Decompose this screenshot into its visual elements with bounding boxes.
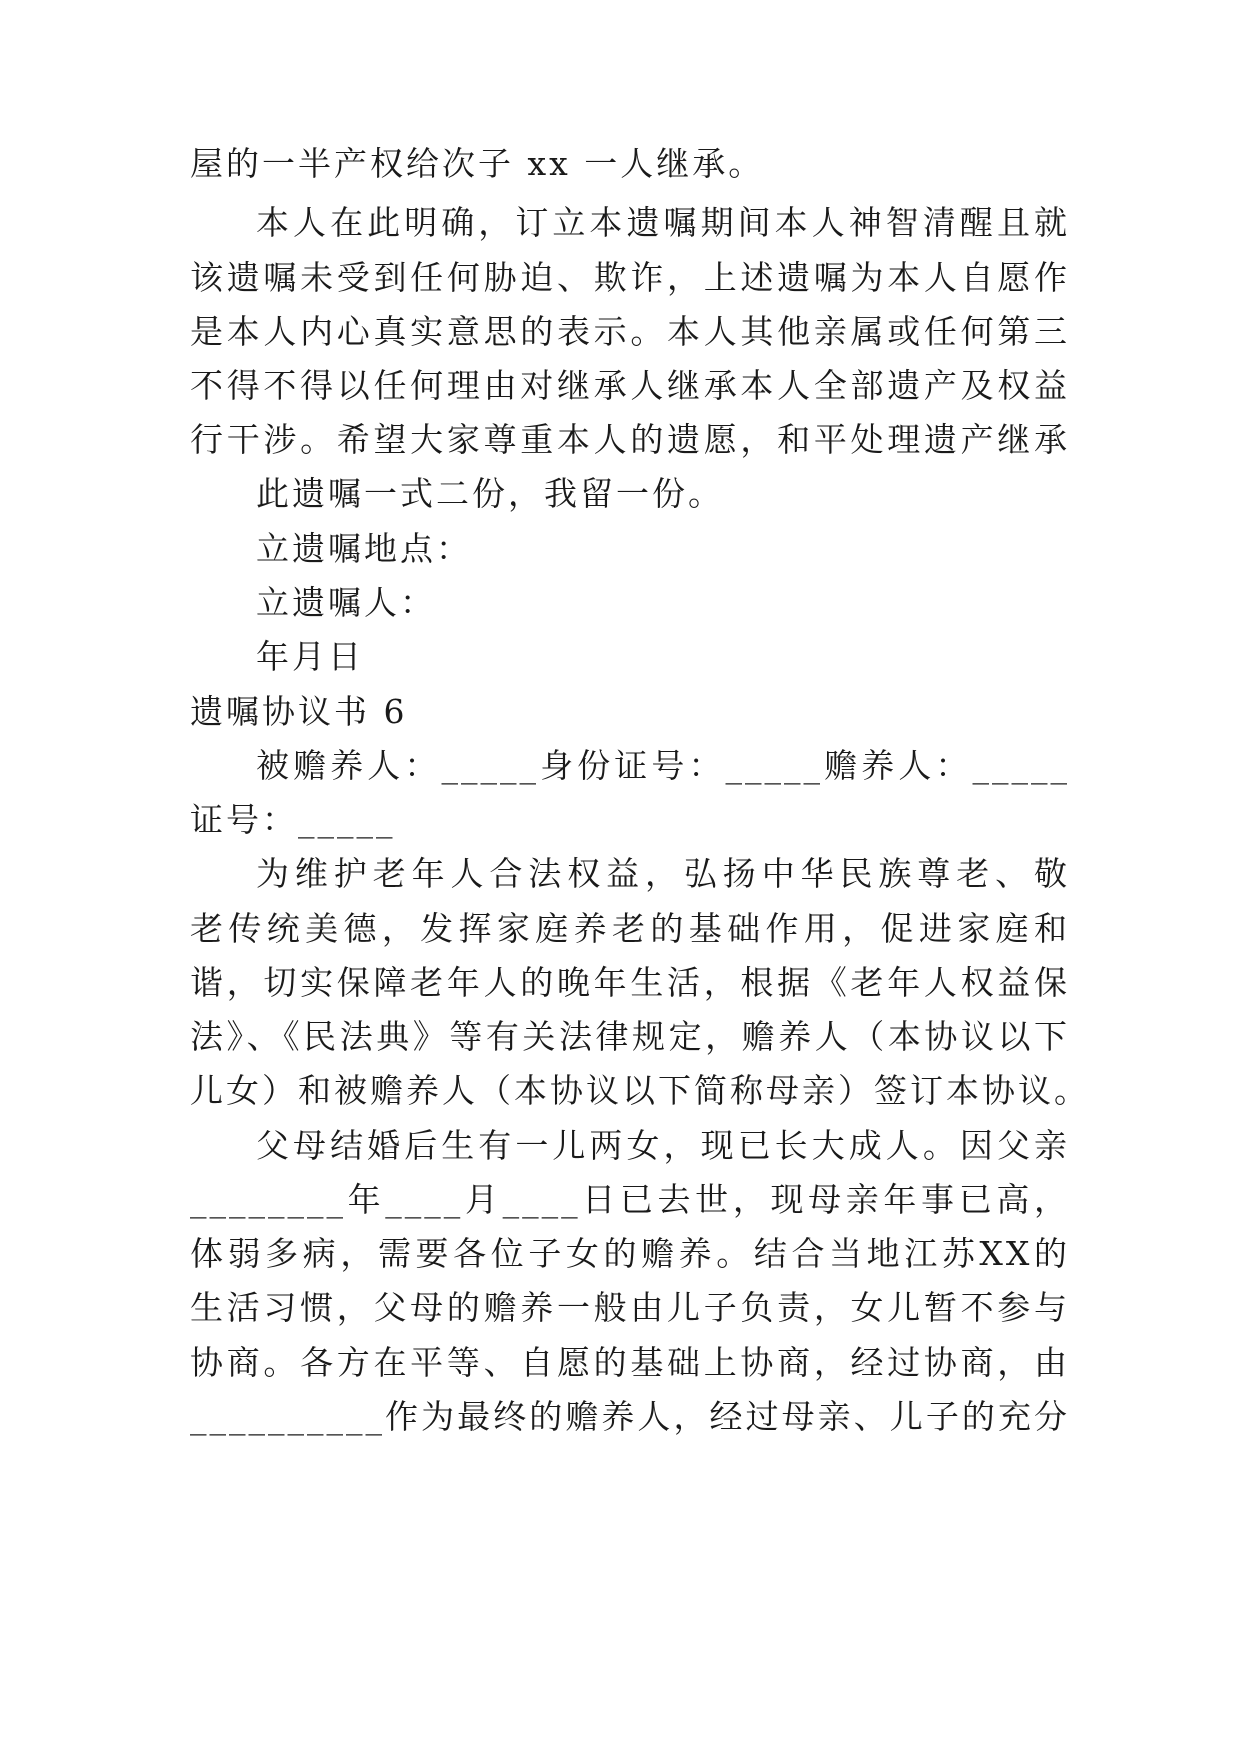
paragraph-line: 行干涉。希望大家尊重本人的遗愿，和平处理遗产继承	[190, 420, 1070, 459]
paragraph-line: 生活习惯，父母的赡养一般由儿子负责，女儿暂不参与	[190, 1288, 1070, 1327]
party-info-line: 证号：_____	[190, 800, 396, 839]
paragraph-line: 屋的一半产权给次子 xx 一人继承。	[190, 144, 765, 183]
paragraph-line: 体弱多病，需要各位子女的赡养。结合当地江苏XX的	[190, 1234, 1070, 1273]
date-label: 年月日	[256, 637, 364, 676]
testator-label: 立遗嘱人：	[256, 583, 436, 622]
paragraph-line: 儿女）和被赡养人（本协议以下简称母亲）签订本协议。	[190, 1071, 1090, 1110]
paragraph-line: 为维护老年人合法权益，弘扬中华民族尊老、敬	[256, 854, 1070, 893]
paragraph-line: 法》、《民法典》等有关法律规定，赡养人（本协议以下	[190, 1017, 1070, 1056]
paragraph-line: 老传统美德，发挥家庭养老的基础作用，促进家庭和	[190, 909, 1070, 948]
paragraph-line: ________年____月____日已去世，现母亲年事已高，	[190, 1180, 1070, 1219]
paragraph-line: __________作为最终的赡养人，经过母亲、儿子的充分	[190, 1397, 1070, 1436]
paragraph-line: 谐，切实保障老年人的晚年生活，根据《老年人权益保	[190, 963, 1070, 1002]
paragraph-line: 此遗嘱一式二份，我留一份。	[256, 474, 724, 513]
paragraph-line: 父母结婚后生有一儿两女，现已长大成人。因父亲	[256, 1126, 1070, 1165]
paragraph-line: 协商。各方在平等、自愿的基础上协商，经过协商，由	[190, 1343, 1070, 1382]
paragraph-line: 本人在此明确，订立本遗嘱期间本人神智清醒且就	[256, 203, 1070, 242]
paragraph-line: 不得不得以任何理由对继承人继承本人全部遗产及权益	[190, 366, 1070, 405]
paragraph-line: 该遗嘱未受到任何胁迫、欺诈，上述遗嘱为本人自愿作	[190, 258, 1070, 297]
section-title: 遗嘱协议书 6	[190, 692, 408, 731]
paragraph-line: 是本人内心真实意思的表示。本人其他亲属或任何第三	[190, 312, 1070, 351]
party-info-line: 被赡养人：_____身份证号：_____赡养人：_____	[256, 746, 1070, 785]
signature-place-label: 立遗嘱地点：	[256, 529, 472, 568]
